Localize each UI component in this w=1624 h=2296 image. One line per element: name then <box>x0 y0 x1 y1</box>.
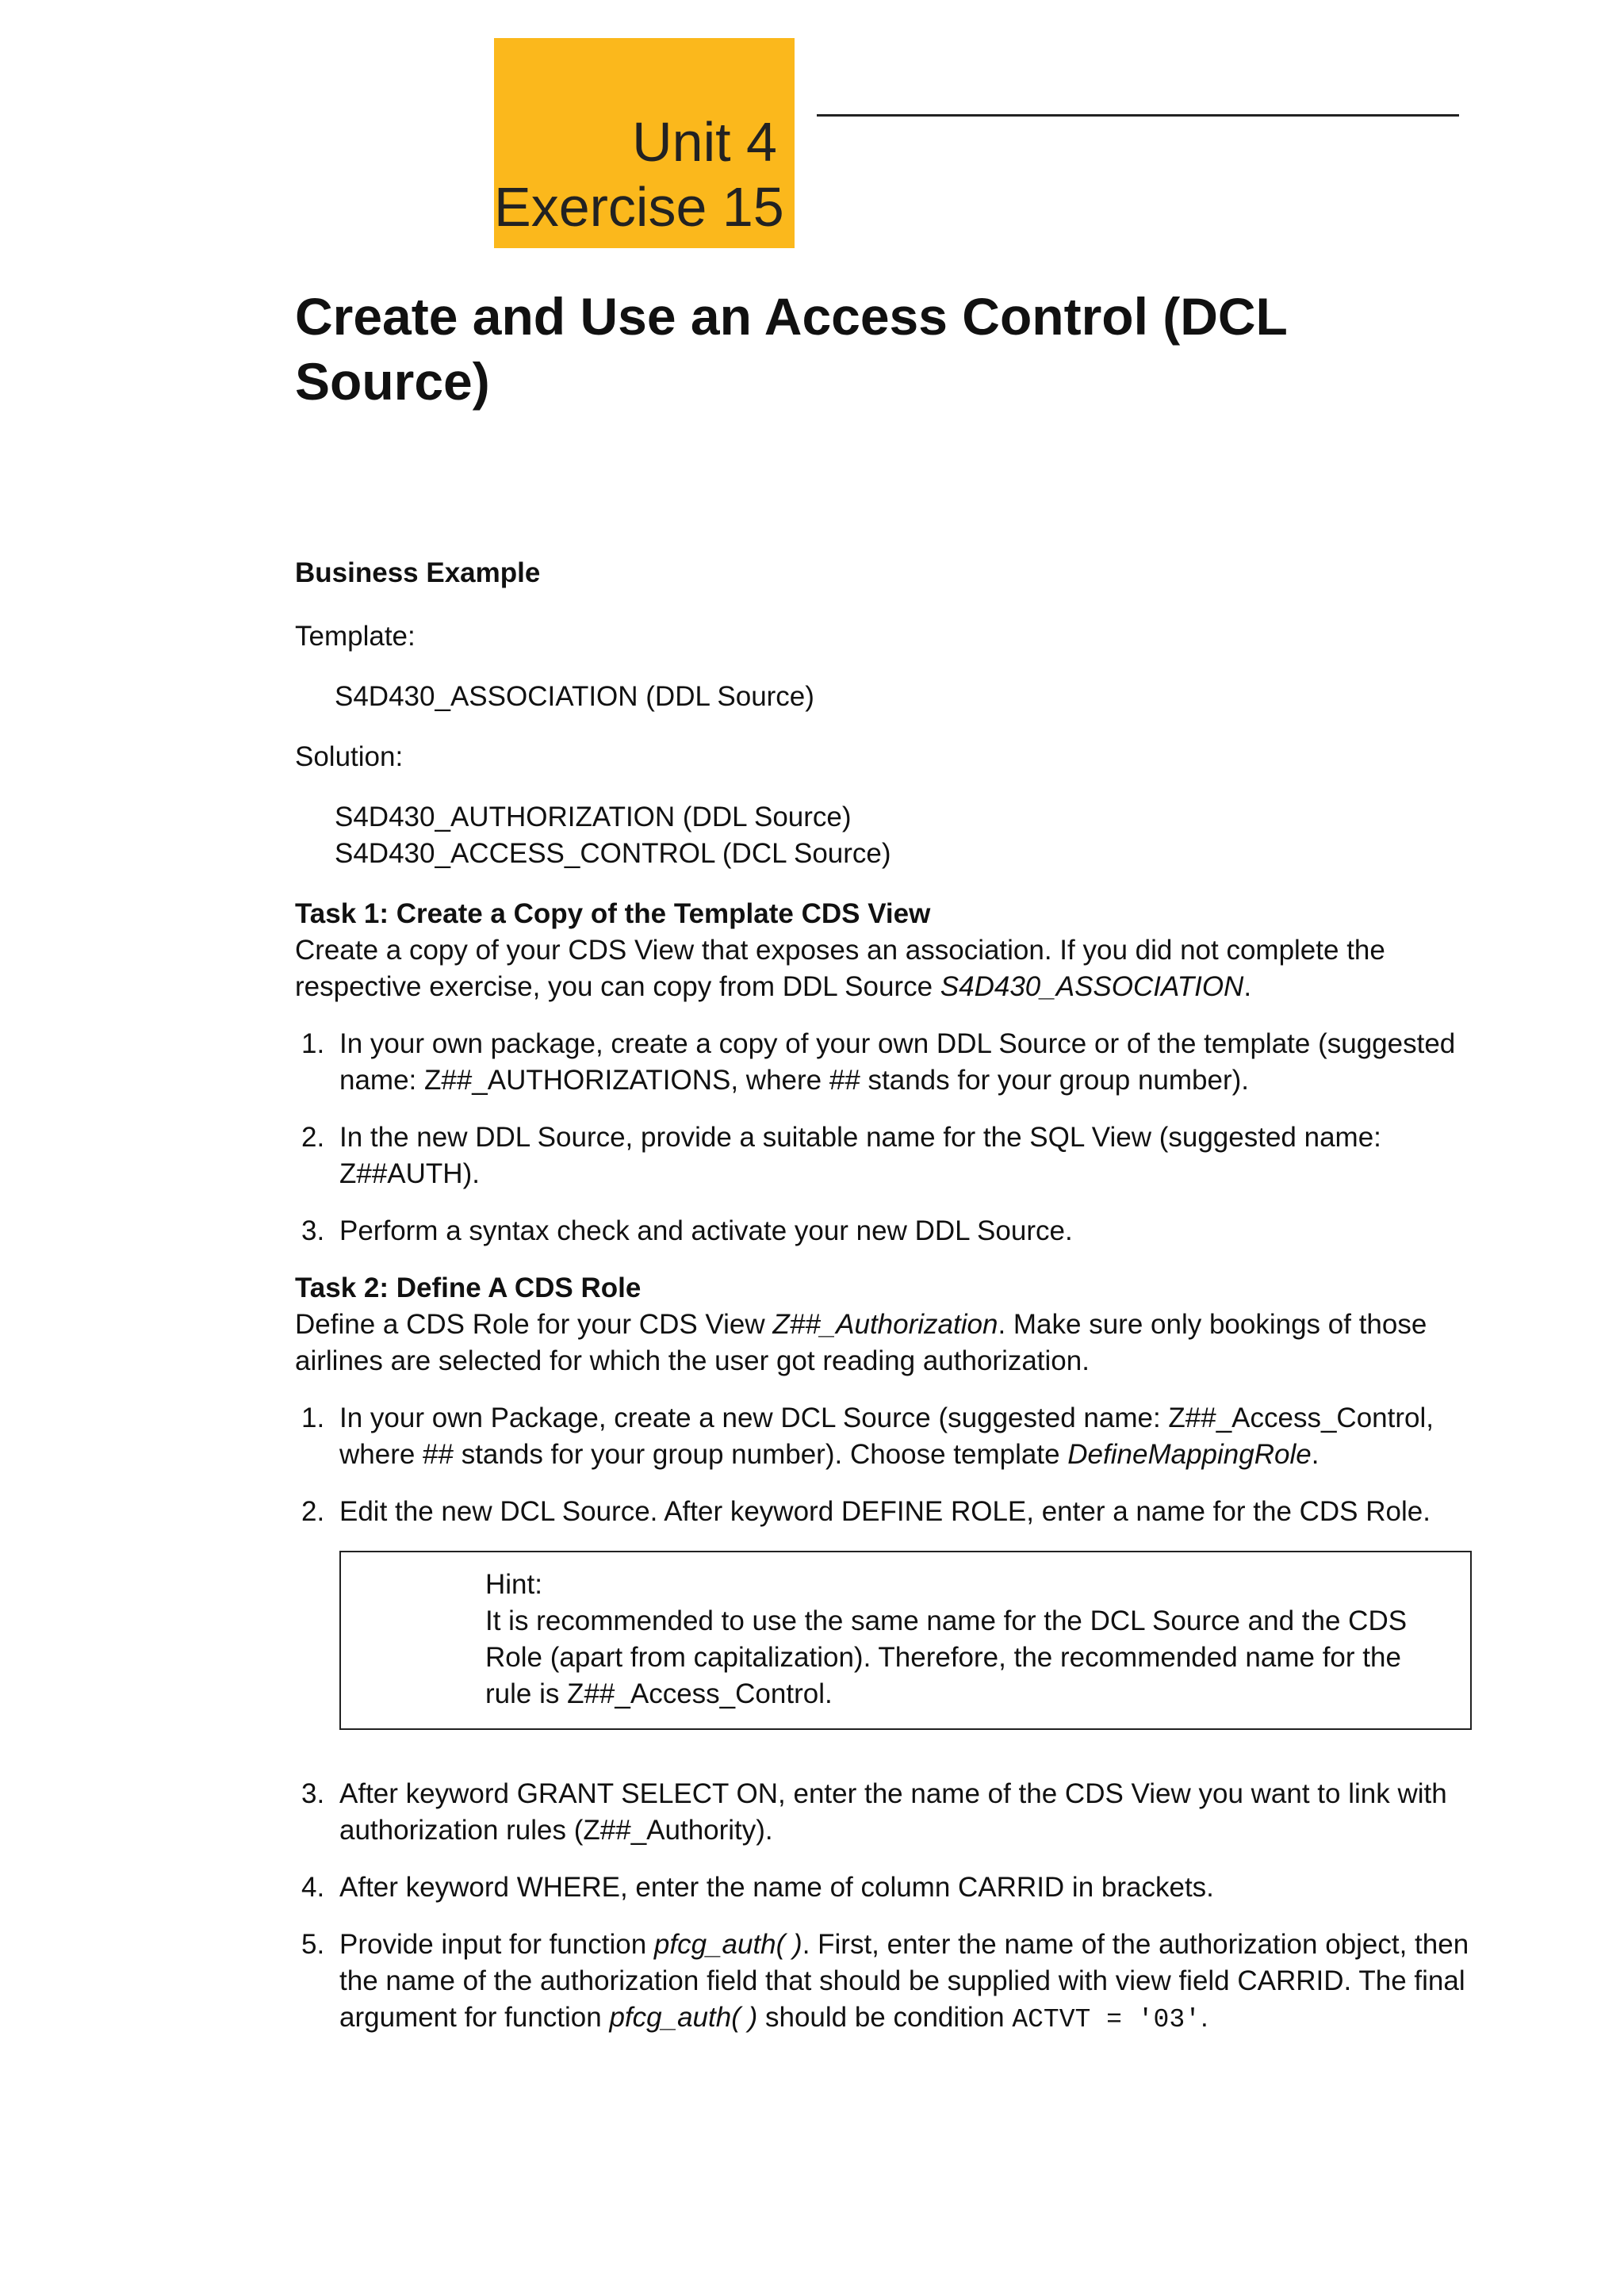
task2-step <box>295 1494 1484 1530</box>
step-text: Perform a syntax check and activate your new DDL Source. <box>339 1215 1073 1246</box>
task2-steps <box>295 1400 1484 1530</box>
task1-step <box>295 1026 1484 1099</box>
template-list <box>295 679 1484 715</box>
step-number: 4. <box>301 1872 325 1903</box>
hint-text: It is recommended to use the same name for the DCL Source and the CDS Role (apart from capitalization). Therefore, the recommended name for the rule is Z##_Access_Control. <box>485 1605 1408 1709</box>
step-number: 3. <box>301 1215 325 1246</box>
solution-label: Solution: <box>295 741 404 772</box>
task1-description <box>295 932 1484 1005</box>
solution-item: S4D430_ACCESS_CONTROL (DCL Source) <box>335 838 891 869</box>
step-text: In your own package, create a copy of your own DDL Source or of the template (suggested name: Z##_AUTHORIZATIONS, where ## stands for your group number). <box>339 1028 1456 1096</box>
business-example-heading: Business Example <box>295 557 541 588</box>
step-number: 5. <box>301 1929 325 1960</box>
task1-desc-end: . <box>1243 971 1252 1002</box>
hint-title: Hint: <box>485 1569 542 1600</box>
function-name: pfcg_auth( ) <box>653 1929 802 1960</box>
task2-step <box>295 1776 1484 1849</box>
code-condition: ACTVT = '03' <box>1012 2005 1201 2034</box>
task1-step <box>295 1213 1484 1249</box>
document-body <box>295 555 1484 2059</box>
task1-desc-template-name: S4D430_ASSOCIATION <box>940 971 1244 1002</box>
page-title: Create and Use an Access Control (DCL Source) <box>295 287 1287 411</box>
template-item: S4D430_ASSOCIATION (DDL Source) <box>335 681 814 712</box>
hint-box <box>339 1551 1472 1730</box>
step-text: After keyword GRANT SELECT ON, enter the name of the CDS View you want to link with authorization rules (Z##_Authority). <box>339 1778 1447 1846</box>
task1-desc-text: Create a copy of your CDS View that exposes an association. If you did not complete the respective exercise, you can copy from DDL Source <box>295 935 1385 1002</box>
step-number: 3. <box>301 1778 325 1809</box>
exercise-label: Exercise 15 <box>494 176 784 238</box>
template-label: Template: <box>295 621 416 652</box>
step-number: 1. <box>301 1402 325 1433</box>
step-text-end: . <box>1311 1439 1320 1470</box>
solution-list <box>295 799 1484 872</box>
solution-item: S4D430_AUTHORIZATION (DDL Source) <box>335 802 852 832</box>
header-divider <box>817 114 1459 117</box>
task2-step <box>295 1400 1484 1473</box>
step-text: . First, enter the name of the authorization object, then the name of the authorization field that should be supplied with view field CARRID. The final argument for function <box>339 1929 1469 2033</box>
task1-step <box>295 1119 1484 1192</box>
task1-heading: Task 1: Create a Copy of the Template CDS View <box>295 898 931 929</box>
task2-step <box>295 1927 1484 2038</box>
task2-desc-view-name: Z##_Authorization <box>772 1309 998 1340</box>
task2-desc-end: . Make sure only bookings of those airlines are selected for which the user got reading authorization. <box>295 1309 1427 1376</box>
step-text: In the new DDL Source, provide a suitable name for the SQL View (suggested name: Z##AUTH). <box>339 1122 1381 1189</box>
step-text: After keyword WHERE, enter the name of column CARRID in brackets. <box>339 1872 1214 1903</box>
task2-desc-text: Define a CDS Role for your CDS View <box>295 1309 773 1340</box>
task2-description <box>295 1307 1484 1380</box>
step-text: Provide input for function <box>339 1929 654 1960</box>
task2-steps-continued <box>295 1776 1484 2038</box>
step-text: Edit the new DCL Source. After keyword DEFINE ROLE, enter a name for the CDS Role. <box>339 1496 1431 1527</box>
step-number: 1. <box>301 1028 325 1059</box>
unit-exercise-badge <box>494 38 795 248</box>
step-text: In your own Package, create a new DCL Source (suggested name: Z##_Access_Control, where ## stands for your group number). Choose template <box>339 1402 1434 1470</box>
unit-label: Unit 4 <box>632 111 777 173</box>
task2-heading: Task 2: Define A CDS Role <box>295 1272 642 1303</box>
step-template-name: DefineMappingRole <box>1067 1439 1312 1470</box>
step-number: 2. <box>301 1122 325 1153</box>
function-name: pfcg_auth( ) <box>609 2002 758 2033</box>
task2-step <box>295 1869 1484 1906</box>
step-text-end: . <box>1200 2002 1208 2033</box>
step-text: should be condition <box>757 2002 1013 2033</box>
step-number: 2. <box>301 1496 325 1527</box>
task1-steps <box>295 1026 1484 1249</box>
